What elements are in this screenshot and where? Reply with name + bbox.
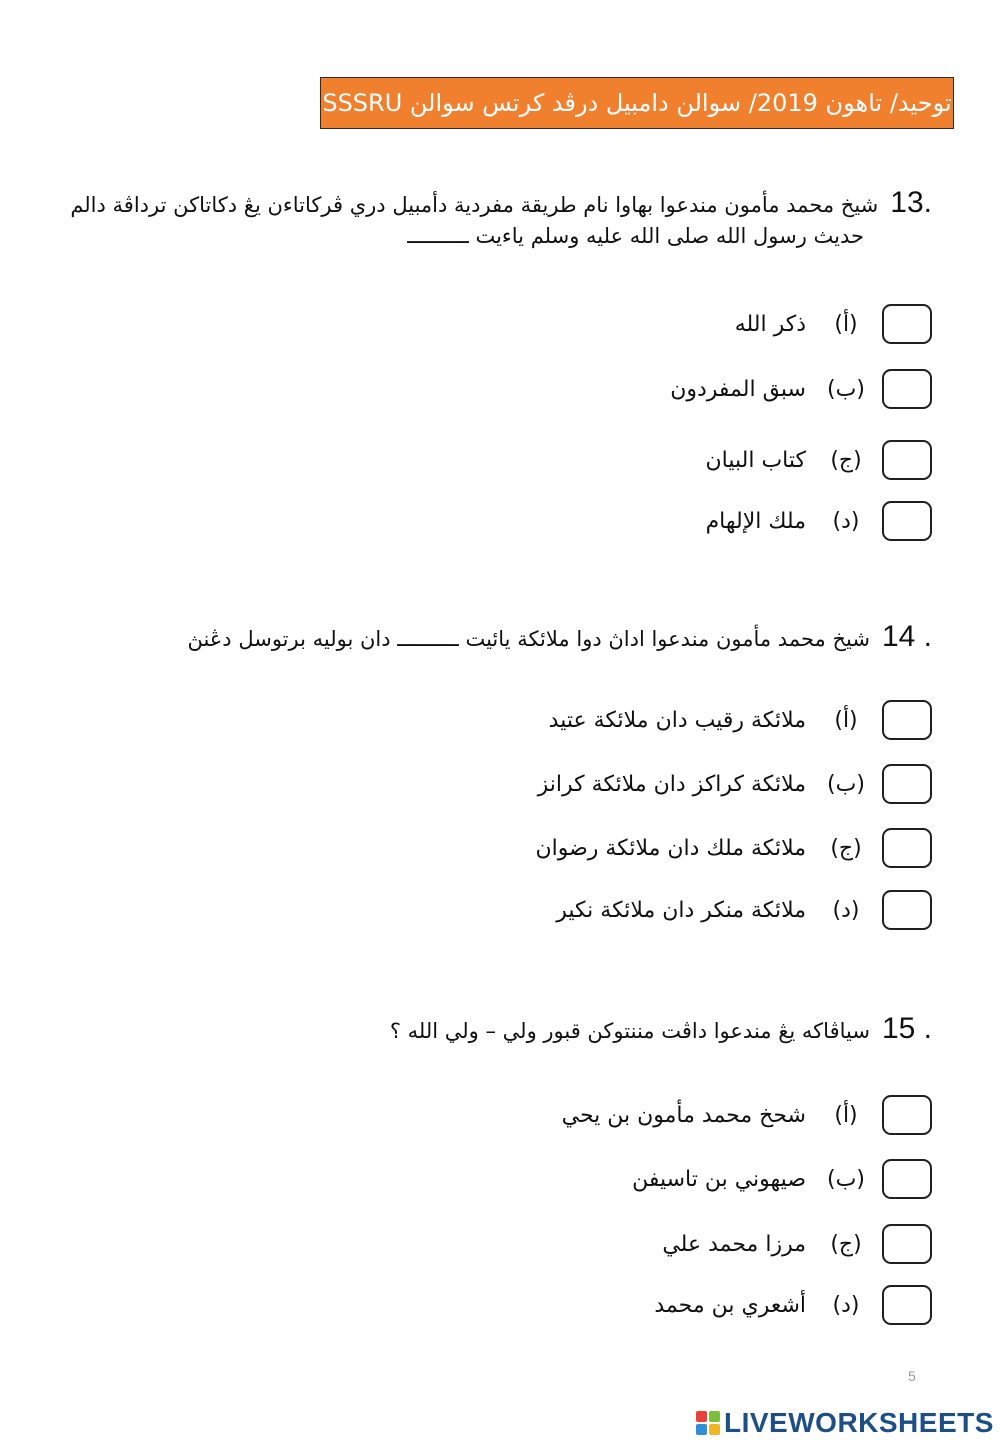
option-row — [706, 500, 932, 542]
question-number: 15 . — [881, 1012, 932, 1045]
answer-checkbox[interactable] — [882, 828, 932, 868]
worksheet-title: توحيد/ تاهون 2019/ سوالن دامبيل درڤد كرتس سوالن SSSRU — [322, 89, 952, 117]
question-text: شيخ محمد مأمون مندعوا اداڽ دوا ملائكة يائيت ــــــــــ دان بوليه برتوسل دڠنڽ — [187, 627, 870, 651]
option-row — [562, 1094, 932, 1136]
option-text: ملك الإلهام — [705, 508, 806, 534]
answer-checkbox[interactable] — [882, 700, 932, 740]
option-label: (ج) — [830, 447, 862, 473]
answer-checkbox[interactable] — [882, 1285, 932, 1325]
option-text: كتاب البيان — [705, 447, 806, 473]
option-text: صيهوني بن تاسيفن — [632, 1166, 806, 1192]
answer-checkbox[interactable] — [882, 440, 932, 480]
option-label: (ب) — [827, 771, 865, 797]
logo-square — [709, 1411, 720, 1422]
logo-square — [696, 1424, 707, 1435]
option-row — [735, 303, 932, 345]
option-label: (أ) — [834, 311, 858, 337]
option-label: (د) — [832, 508, 860, 534]
option-label: (أ) — [834, 1102, 858, 1128]
option-row — [670, 368, 932, 410]
option-row — [549, 699, 932, 741]
answer-checkbox[interactable] — [882, 369, 932, 409]
question-text-continued: حديث رسول الله صلى الله عليه وسلم ياءيت ــــــــــ — [407, 224, 864, 248]
question-text: سياڤاكه يڠ مندعوا داڤت مننتوكن قبور ولي – ولي الله ؟ — [389, 1019, 870, 1043]
answer-checkbox[interactable] — [882, 1224, 932, 1264]
option-label: (أ) — [834, 707, 858, 733]
option-text: ملائكة رقيب دان ملائكة عتيد — [548, 707, 806, 733]
question-text: شيخ محمد مأمون مندعوا بهاوا نام طريقة مفردية دأمبيل دري ڤركاتاءن يڠ دكاتاكن ترداڤة دالم — [70, 193, 879, 217]
option-label: (ج) — [830, 835, 862, 861]
page-number: 5 — [908, 1368, 916, 1384]
brand-name: LIVEWORKSHEETS — [724, 1407, 994, 1438]
option-text: ملائكة ملك دان ملائكة رضوان — [535, 835, 806, 861]
answer-checkbox[interactable] — [882, 764, 932, 804]
answer-checkbox[interactable] — [882, 890, 932, 930]
logo-square — [696, 1411, 707, 1422]
liveworksheets-brand — [696, 1405, 994, 1441]
answer-checkbox[interactable] — [882, 1159, 932, 1199]
answer-checkbox[interactable] — [882, 501, 932, 541]
option-text: أشعري بن محمد — [654, 1292, 806, 1318]
option-text: ملائكة كراكز دان ملائكة كرانز — [537, 771, 806, 797]
option-label: (ب) — [827, 1166, 865, 1192]
option-row — [654, 1284, 932, 1326]
option-row — [538, 763, 932, 805]
option-row — [662, 1223, 932, 1265]
option-label: (ج) — [830, 1231, 862, 1257]
question-15 — [390, 1012, 932, 1046]
question-number: 14 . — [881, 620, 932, 653]
option-text: سبق المفردون — [670, 376, 806, 402]
question-13 — [70, 186, 932, 248]
option-label: (د) — [832, 897, 860, 923]
option-text: مرزا محمد علي — [662, 1231, 806, 1257]
answer-checkbox[interactable] — [882, 1095, 932, 1135]
option-row — [535, 827, 932, 869]
option-text: شحخ محمد مأمون بن يحي — [561, 1102, 806, 1128]
answer-checkbox[interactable] — [882, 304, 932, 344]
worksheet-title-banner — [320, 77, 954, 129]
question-number: 13. — [890, 186, 932, 219]
liveworksheets-logo-icon — [696, 1411, 720, 1435]
logo-square — [709, 1424, 720, 1435]
option-text: ملائكة منكر دان ملائكة نكير — [556, 897, 806, 923]
option-label: (د) — [832, 1292, 860, 1318]
option-text: ذكر الله — [734, 311, 806, 337]
option-row — [556, 889, 932, 931]
option-label: (ب) — [827, 376, 865, 402]
option-row — [706, 439, 932, 481]
question-14 — [187, 620, 932, 654]
option-row — [632, 1158, 932, 1200]
